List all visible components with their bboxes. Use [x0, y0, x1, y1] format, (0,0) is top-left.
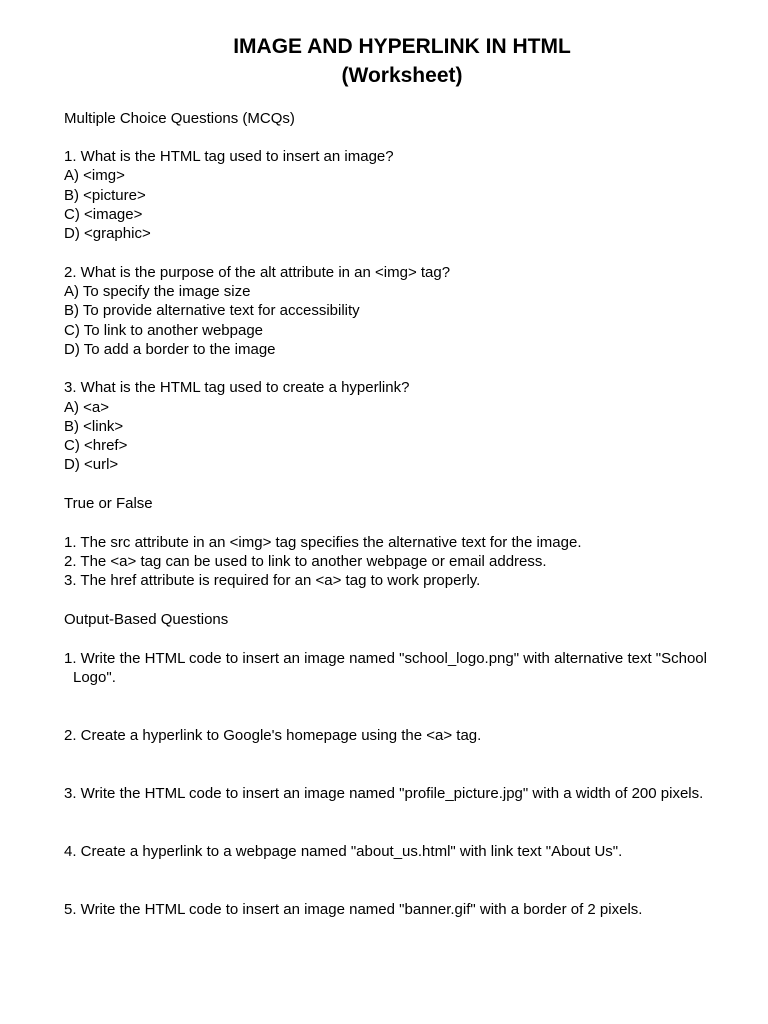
output-question-5: 5. Write the HTML code to insert an image named "banner.gif" with a border of 2 pixels. [64, 901, 643, 918]
output-question-3: 3. Write the HTML code to insert an image named "profile_picture.jpg" with a width of 200 pixels. [64, 785, 704, 802]
mcq-option: B) <picture> [64, 187, 146, 204]
mcq-option: D) <graphic> [64, 225, 151, 242]
mcq-question-2: 2. What is the purpose of the alt attribute in an <img> tag? [64, 264, 451, 281]
true-false-item-1: 1. The src attribute in an <img> tag specifies the alternative text for the image. [64, 534, 582, 551]
true-false-item-3: 3. The href attribute is required for an <a> tag to work properly. [64, 572, 481, 589]
page-subtitle: (Worksheet) [341, 64, 463, 87]
output-question-1-continued: Logo". [73, 669, 116, 686]
output-question-4: 4. Create a hyperlink to a webpage named "about_us.html" with link text "About Us". [64, 843, 623, 860]
output-heading: Output-Based Questions [64, 611, 229, 628]
mcq-question-3: 3. What is the HTML tag used to create a hyperlink? [64, 379, 410, 396]
output-question-1: 1. Write the HTML code to insert an image named "school_logo.png" with alternative text "School [64, 650, 707, 667]
mcq-question-1: 1. What is the HTML tag used to insert an image? [64, 148, 394, 165]
mcq-option: A) <a> [64, 399, 110, 416]
mcq-option: C) To link to another webpage [64, 322, 264, 339]
page-title: IMAGE AND HYPERLINK IN HTML [233, 35, 571, 58]
mcq-option: D) To add a border to the image [64, 341, 276, 358]
mcq-option: A) To specify the image size [64, 283, 251, 300]
true-false-item-2: 2. The <a> tag can be used to link to another webpage or email address. [64, 553, 547, 570]
mcq-option: C) <image> [64, 206, 143, 223]
true-false-heading: True or False [64, 495, 153, 512]
mcq-option: C) <href> [64, 437, 128, 454]
mcq-option: B) <link> [64, 418, 124, 435]
mcq-heading: Multiple Choice Questions (MCQs) [64, 110, 295, 127]
output-question-2: 2. Create a hyperlink to Google's homepage using the <a> tag. [64, 727, 482, 744]
mcq-option: B) To provide alternative text for accessibility [64, 302, 360, 319]
mcq-option: D) <url> [64, 456, 119, 473]
mcq-option: A) <img> [64, 167, 125, 184]
